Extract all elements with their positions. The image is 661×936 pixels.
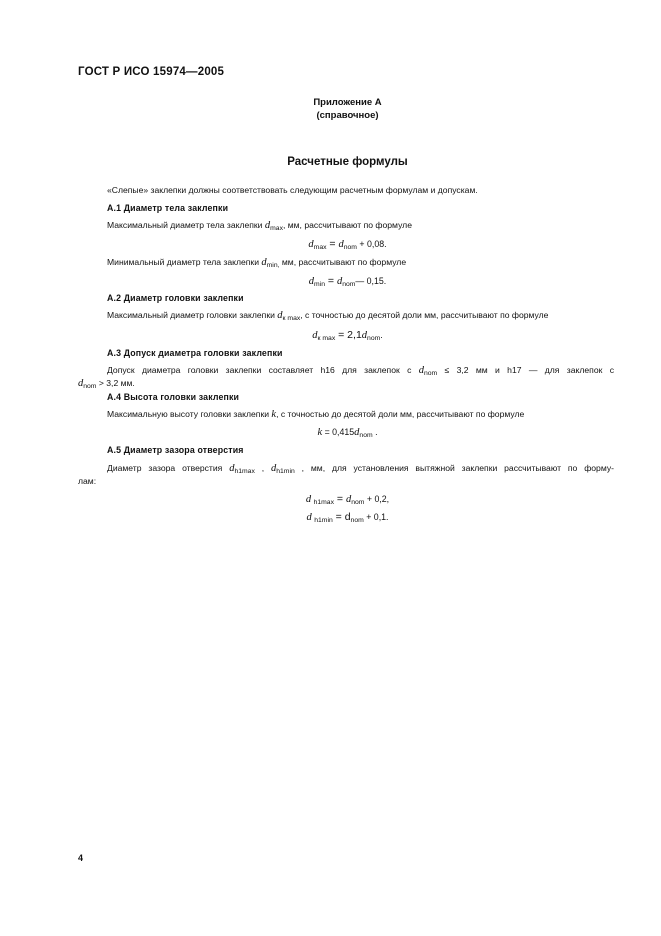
formula-dmin [0, 275, 661, 287]
sub-kmax: к max [317, 335, 336, 342]
sub-min: min [314, 281, 325, 288]
var-d: d [308, 239, 314, 250]
text: , с точностью до десятой доли мм, рассчитывают по формуле [300, 310, 549, 320]
para-line-2 [78, 377, 614, 390]
text: Допуск диаметра головки заклепки составляет h16 для заклепок с [107, 365, 419, 375]
intro-paragraph: «Слепые» заклепки должны соответствовать следующим расчетным формулам и допускам. [107, 185, 478, 195]
formula-rhs: + 0,2, [364, 494, 390, 504]
var-d: d [312, 330, 318, 341]
text: Максимальный диаметр головки заклепки [107, 310, 278, 320]
para-line-1 [78, 364, 614, 377]
page-number: 4 [78, 853, 84, 863]
sub-min: min, [266, 262, 280, 269]
sub-nom: nom [367, 335, 381, 342]
sub-h1min: h1min [314, 517, 333, 524]
formula-rhs: + 0,08. [356, 239, 387, 249]
section-title: Расчетные формулы [287, 156, 408, 168]
appendix-heading [0, 96, 661, 122]
sub-max: max [270, 225, 283, 232]
text: , [254, 463, 271, 473]
var-d: d [308, 276, 315, 287]
appendix-note: (справочное) [316, 110, 379, 121]
equals: = [333, 493, 346, 505]
var-k: k [317, 427, 323, 438]
formula-dh1min [0, 511, 661, 523]
section-a2-heading: А.2 Диаметр головки заклепки [107, 293, 244, 303]
section-a2-paragraph [107, 310, 548, 321]
formula-rhs: — 0,15. [355, 276, 387, 286]
var-d: d [418, 365, 424, 376]
text: , мм, рассчитывают по формуле [282, 220, 412, 230]
text: мм, рассчитывают по формуле [279, 257, 407, 267]
sub-nom: nom [359, 432, 373, 439]
text: Минимальный диаметр тела заклепки [107, 257, 262, 267]
section-a1-heading: А.1 Диаметр тела заклепки [107, 203, 229, 213]
formula-eq: = 2,1 [335, 329, 362, 341]
var-k: k [271, 409, 277, 420]
var-d: d [277, 310, 283, 321]
sub-nom: nom [350, 517, 364, 524]
text: , с точностью до десятой доли мм, рассчитывают по формуле [276, 409, 525, 419]
var-d: d [78, 378, 84, 389]
section-a3-heading: А.3 Допуск диаметра головки заклепки [107, 348, 283, 358]
sub-nom: nom [83, 383, 97, 390]
sub-nom: nom [343, 244, 357, 251]
para-line-1 [78, 462, 614, 475]
sub-h1min: h1min [276, 468, 295, 475]
sub-nom: nom [351, 499, 365, 506]
text: , мм, для установления вытяжной заклепки рассчитывают по форму- [294, 463, 614, 473]
var-d: d [336, 276, 343, 287]
appendix-label: Приложение А [313, 97, 382, 108]
section-a4-heading: А.4 Высота головки заклепки [107, 392, 240, 402]
var-d: d [305, 494, 312, 505]
text: Максимальную высоту головки заклепки [107, 409, 272, 419]
equals: = [332, 511, 345, 523]
section-a1-paragraph-1 [107, 220, 412, 231]
section-a5-paragraph [78, 462, 614, 487]
sub-nom: nom [423, 370, 438, 377]
document-header: ГОСТ Р ИСО 15974—2005 [78, 66, 225, 78]
section-a3-paragraph [78, 364, 614, 390]
equals: = [326, 238, 339, 250]
formula-end: . [380, 330, 383, 340]
var-d: d [361, 330, 368, 341]
text: Диаметр зазора отверстия [107, 463, 230, 473]
section-a1-paragraph-2 [107, 257, 406, 268]
var-d: d [229, 463, 235, 474]
sub-kmax: к max [282, 315, 301, 322]
var-d: d [306, 512, 312, 523]
formula-dh1max [0, 493, 661, 505]
sub-nom: nom [342, 281, 356, 288]
sub-h1max: h1max [234, 468, 255, 475]
equals: = [324, 275, 337, 287]
section-a5-heading: А.5 Диаметр зазора отверстия [107, 445, 244, 455]
var-d: d [270, 463, 277, 474]
var-d: d [345, 494, 352, 505]
formula-eq: = 0,415 [322, 427, 355, 437]
formula-end: . [372, 427, 378, 437]
formula-dmax [0, 238, 661, 250]
text: Максимальный диаметр тела заклепки [107, 220, 265, 230]
var-d: d [354, 427, 360, 438]
var-d: d [344, 511, 351, 523]
text: ≤ 3,2 мм и h17 — для заклепок с [437, 365, 614, 375]
var-d: d [338, 239, 344, 250]
var-d: d [264, 220, 271, 231]
formula-k [0, 427, 661, 438]
sub-h1max: h1max [313, 499, 334, 506]
section-a4-paragraph [107, 409, 524, 420]
var-d: d [261, 257, 267, 268]
sub-max: max [313, 244, 327, 251]
formula-rhs: + 0,1. [363, 512, 389, 522]
formula-dkmax [0, 329, 661, 341]
para-line-2: лам: [78, 476, 97, 486]
text: > 3,2 мм. [96, 378, 135, 388]
